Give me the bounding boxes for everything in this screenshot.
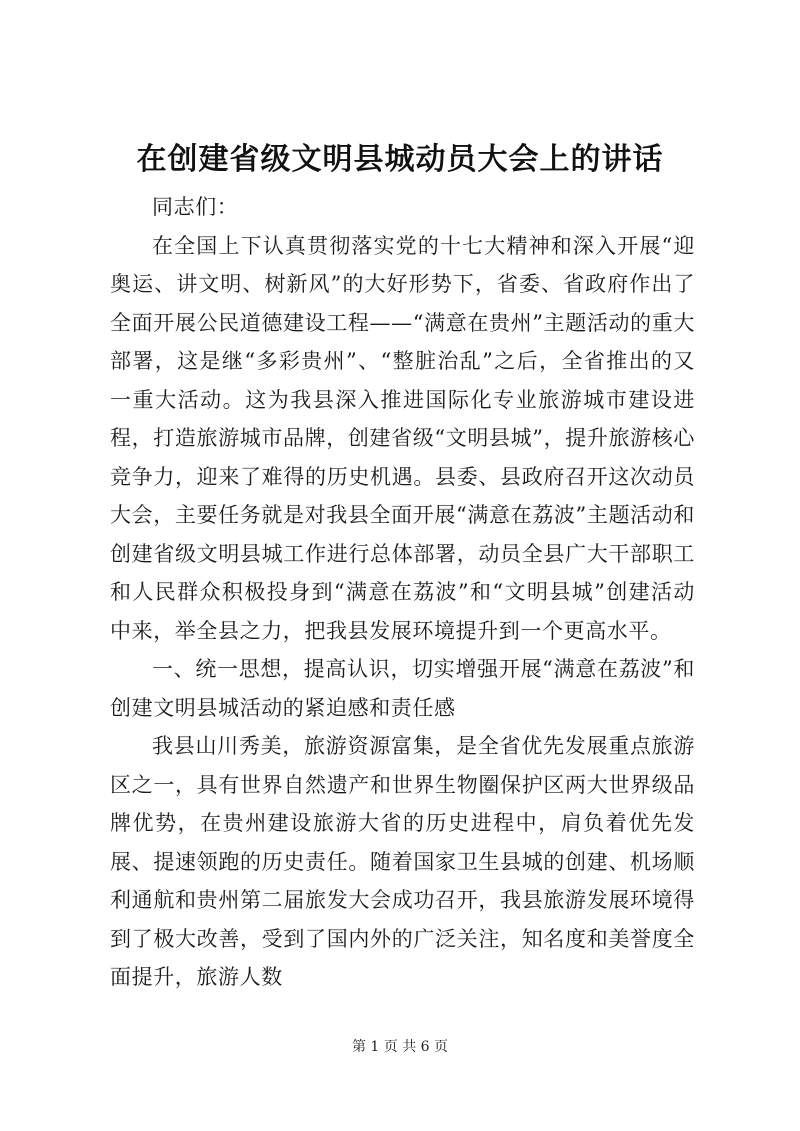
document-body [110,188,695,997]
section-heading-1: 一、统一思想，提高认识，切实增强开展“满意在荔波”和创建文明县城活动的紧迫感和责任感 [110,657,695,720]
paragraph-section-1: 我县山川秀美，旅游资源富集，是全省优先发展重点旅游区之一，具有世界自然遗产和世界生物圈保护区两大世界级品牌优势，在贵州建设旅游大省的历史进程中，肩负着优先发展、提速领跑的历史责任。随着国家卫生县城的创建、机场顺利通航和贵州第二届旅发大会成功召开，我县旅游发展环境得到了极大改善，受到了国内外的广泛关注，知名度和美誉度全面提升，旅游人数 [110,734,695,989]
page-number-footer: 第 1 页 共 6 页 [351,1039,449,1055]
document-title: 在创建省级文明县城动员大会上的讲话 [136,142,664,177]
paragraph-intro: 在全国上下认真贯彻落实党的十七大精神和深入开展“迎奥运、讲文明、树新风”的大好形势下，省委、省政府作出了全面开展公民道德建设工程——“满意在贵州”主题活动的重大部署，这是继“多彩贵州”、“整脏治乱”之后，全省推出的又一重大活动。这为我县深入推进国际化专业旅游城市建设进程，打造旅游城市品牌，创建省级“文明县城”，提升旅游核心竞争力，迎来了难得的历史机遇。县委、县政府召开这次动员大会，主要任务就是对我县全面开展“满意在荔波”主题活动和创建省级文明县城工作进行总体部署，动员全县广大干部职工和人民群众积极投身到“满意在荔波”和“文明县城”创建活动中来，举全县之力，把我县发展环境提升到一个更高水平。 [110,233,695,643]
salutation: 同志们： [152,195,239,219]
